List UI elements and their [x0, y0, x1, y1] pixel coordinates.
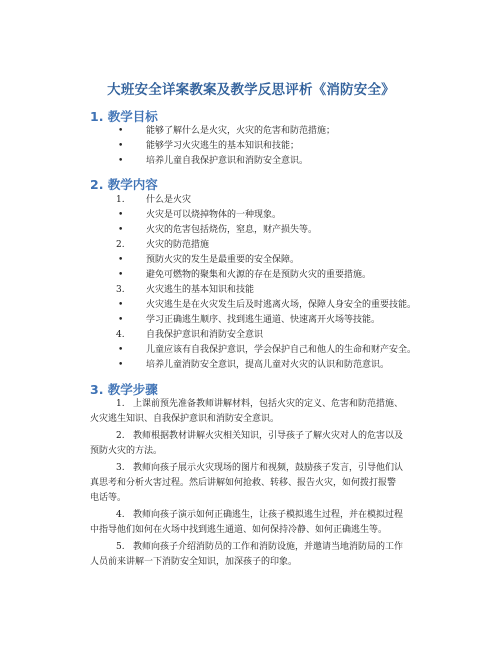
heading-teaching-goals: 1. 教学目标: [90, 109, 158, 124]
list-mark: 3.: [116, 285, 125, 295]
list-item-text: 火灾的防范措施: [146, 240, 210, 250]
list-item-text: 能够了解什么是火灾，火灾的危害和防范措施；: [146, 126, 336, 136]
list-mark: 2.: [116, 240, 125, 250]
list-item-text: 自我保护意识和消防安全意识: [146, 330, 264, 340]
step-text-line: 教师向孩子展示火灾现场的图片和视频，鼓励孩子发言，引导他们认: [133, 463, 404, 473]
step-text-line: 预防火灾的方法。: [90, 446, 163, 456]
step-text-line: 上课前预先准备教师讲解材料，包括火灾的定义、危害和防范措施、: [133, 399, 404, 409]
list-item-text: 避免可燃物的聚集和火源的存在是预防火灾的重要措施。: [146, 270, 372, 280]
document-title: 大班安全详案教案及教学反思评析《消防安全》: [107, 82, 395, 98]
list-item-text: 什么是火灾: [146, 195, 192, 205]
step-text-line: 火灾逃生知识、自我保护意识和消防安全意识。: [90, 414, 280, 424]
list-mark: 1.: [116, 195, 125, 205]
list-mark: •: [118, 255, 124, 265]
list-mark: •: [118, 345, 124, 355]
step-text-line: 人员前来讲解一下消防安全知识，加深孩子的印象。: [90, 557, 298, 567]
list-item-text: 火灾的危害包括烧伤，窒息，财产损失等。: [146, 225, 318, 235]
list-item-text: 能够学习火灾逃生的基本知识和技能；: [146, 141, 300, 151]
step-text-line: 教师根据教材讲解火灾相关知识，引导孩子了解火灾对人的危害以及: [133, 431, 404, 441]
list-item-text: 火灾逃生是在火灾发生后及时逃离火场，保障人身安全的重要技能。: [146, 300, 417, 310]
heading-teaching-content: 2. 教学内容: [90, 177, 158, 192]
list-item-text: 预防火灾的发生是最重要的安全保障。: [146, 255, 300, 265]
list-mark: •: [118, 210, 124, 220]
list-mark: •: [118, 300, 124, 310]
step-text-line: 真思考和分析火害过程。然后讲解如何抢救、转移、报告火灾，如何拨打报警: [90, 478, 397, 488]
step-text-line: 电话等。: [90, 493, 127, 503]
heading-teaching-steps: 3. 教学步骤: [90, 382, 158, 397]
step-text-line: 教师向孩子介绍消防员的工作和消防设施，并邀请当地消防局的工作: [133, 542, 404, 552]
list-mark: •: [118, 360, 124, 370]
step-number: 2.: [116, 431, 125, 441]
list-item-text: 培养儿童消防安全意识，提高儿童对火灾的认识和防范意识。: [146, 360, 390, 370]
list-item-text: 火灾是可以烧掉物体的一种现象。: [146, 210, 282, 220]
step-text-line: 中指导他们如何在火场中找到逃生通道、如何保持冷静、如何正确逃生等。: [90, 525, 388, 535]
list-item-text: 培养儿童自我保护意识和消防安全意识。: [146, 156, 309, 166]
step-number: 4.: [116, 510, 125, 520]
step-text-line: 教师向孩子演示如何正确逃生，让孩子模拟逃生过程，并在模拟过程: [133, 510, 404, 520]
list-item-text: 儿童应该有自我保护意识，学会保护自己和他人的生命和财产安全。: [146, 345, 417, 355]
list-item-text: 火灾逃生的基本知识和技能: [146, 285, 255, 295]
bullet-mark: •: [118, 141, 124, 151]
bullet-mark: •: [118, 156, 124, 166]
list-mark: •: [118, 315, 124, 325]
bullet-mark: •: [118, 126, 124, 136]
list-item-text: 学习正确逃生顺序、找到逃生通道、快速离开火场等技能。: [146, 315, 381, 325]
list-mark: •: [118, 270, 124, 280]
list-mark: •: [118, 225, 124, 235]
step-number: 5.: [116, 542, 125, 552]
step-number: 3.: [116, 463, 125, 473]
list-mark: 4.: [116, 330, 125, 340]
step-number: 1.: [116, 399, 125, 409]
